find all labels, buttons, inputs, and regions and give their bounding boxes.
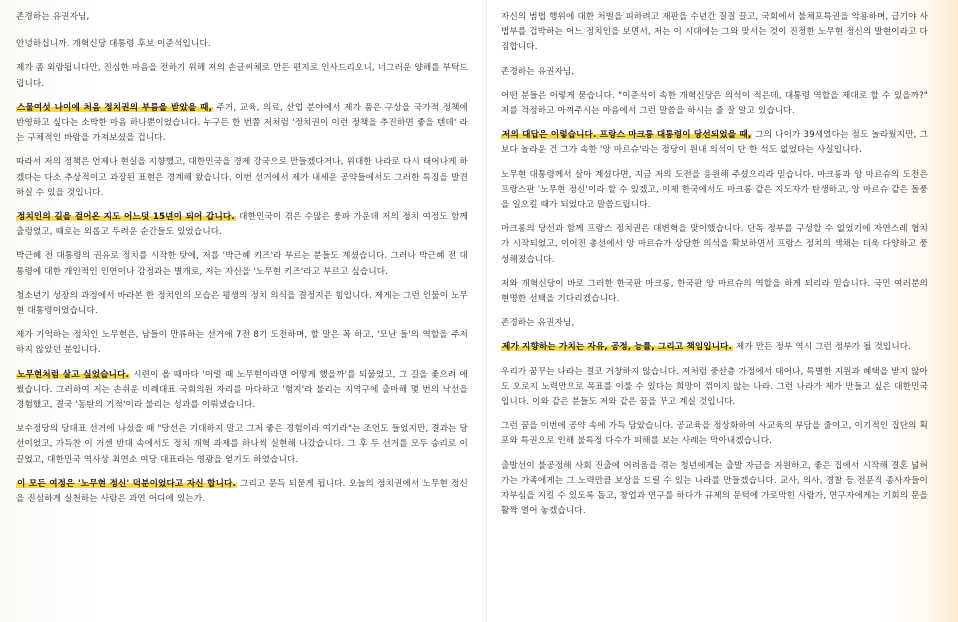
paragraph bbox=[16, 10, 468, 25]
paragraph-text: 저와 개혁신당이 바로 그러한 한국판 마크롱, 한국판 앙 마르슈의 역할을 하게 되리라 믿습니다. 국민 여러분의 현명한 선택을 기다리겠습니다. bbox=[501, 278, 928, 305]
paragraph bbox=[16, 249, 468, 279]
paragraph bbox=[16, 477, 468, 507]
paragraph-text: 노무현 대통령께서 살아 계셨다면, 지금 저의 도전을 응원해 주셨으리라 믿습니다. 마크롱과 앙 마르슈의 도전은 프랑스판 '노무현 정신'이라 할 수 있겠고, 이제 한국에서도 마크롱 같은 지도자가 탄생하고, 앙 마르슈 같은 돌풍을 일으킬 때가 되었다고 말씀드립니다. bbox=[501, 169, 928, 211]
paragraph-text: 어떤 분들은 이렇게 묻습니다. "이준석이 속한 개혁신당은 의석이 적은데, 대통령 역할을 제대로 할 수 있을까?" 저를 걱정하고 아껴주시는 마음에서 그런 말씀을 하시는 줄 잘 알고 있습니다. bbox=[501, 90, 928, 117]
paragraph-text: 그의 나이가 39세였다는 점도 놀라웠지만, 그보다 놀라운 건 그가 속한 '앙 마르슈'라는 정당이 원내 의석이 단 한 석도 없었다는 사실입니다. bbox=[501, 130, 928, 156]
paragraph bbox=[16, 101, 468, 147]
paragraph bbox=[501, 65, 928, 80]
highlighted-text: 이 모든 여정은 '노무현 정신' 덕분이었다고 자신 합니다. bbox=[17, 478, 236, 489]
paragraph bbox=[16, 289, 468, 319]
paragraph-text: 시련이 올 때마다 '이럴 때 노무현이라면 어떻게 했을까'를 되물었고, 그 길을 좇으려 애썼습니다. 그러하여 저는 손쉬운 비례대표 국회의원 자리를 마다하고 '험지'라 불리는 지역구에 출마해 몇 번의 낙선을 경험했고, 결국 '동탄의 기적'이라 불리는 성과를 이뤄냈습니다. bbox=[16, 369, 468, 411]
paragraph bbox=[16, 368, 468, 414]
paragraph-text: 그리고 문득 되묻게 됩니다. 오늘의 정치권에서 노무현 정신을 진심하게 실천하는 사람은 과연 어디에 있는가. bbox=[16, 478, 468, 505]
paragraph-text: 출발선이 불공정해 사회 진출에 어려움을 겪는 청년에게는 출발 자금을 지원하고, 좋은 집에서 시작해 결혼 넓혀가는 가족에게는 그 노력만큼 보상을 드릴 수 있는 나라를 만들겠습니다. 교사, 의사, 경찰 등 전문직 종사자들이 자부심을 지킬 수 있도록 돕고, 창업과 연구를 하다가 규제의 문턱에 가로막힌 사람가, 연구자에게는 기회의 문을 활짝 열어 놓겠습니다. bbox=[501, 460, 928, 517]
paragraph-text: 제가 만든 정부 역시 그런 정부가 될 것입니다. bbox=[733, 342, 912, 353]
paragraph bbox=[501, 419, 928, 449]
highlighted-text: 저의 대답은 이렇습니다. 프랑스 마크롱 대통령이 당선되었을 때, bbox=[502, 130, 752, 141]
paragraph-text: 그런 꿈을 이번에 공약 속에 가득 담았습니다. 공교육을 정상화하여 사교육의 부담을 줄이고, 이기적인 집단의 획포와 특권으로 인해 불특정 다수가 피해를 보는 사례는 막아내겠습니다. bbox=[501, 421, 928, 447]
paragraph bbox=[501, 365, 928, 411]
paragraph bbox=[501, 168, 928, 214]
paragraph-text: 마크롱의 당선과 함께 프랑스 정치권은 대변혁을 맞이했습니다. 단독 정부를 구성할 수 없었기에 자연스레 협치가 시작되었고, 이어진 총선에서 앙 마르슈가 상당한 의석을 확보하면서 프랑스 정치의 색채는 더욱 다양하고 풍성해졌습니다. bbox=[501, 224, 928, 265]
paragraph bbox=[16, 328, 468, 358]
paragraph-text: 박근혜 전 대통령의 권유로 정치를 시작한 탓에, 저를 '박근혜 키즈'라 부르는 분들도 계셨습니다. 그러나 박근혜 전 대통령에 대한 개인적인 인연이나 감정과는 별개로, 저는 자신을 '노무현 키즈'라고 부르고 싶습니다. bbox=[16, 251, 468, 277]
paragraph bbox=[16, 210, 468, 240]
highlighted-text: 스물여섯 나이에 처음 정치권의 부름을 받았을 때, bbox=[17, 102, 213, 113]
paragraph bbox=[501, 459, 928, 520]
paragraph bbox=[501, 222, 928, 268]
paragraph-text: 청소년기 성장의 과정에서 바라본 한 정치인의 모습은 평생의 정치 의식을 결정지은 힘입니다. 제게는 그런 인물이 노무현 대통령이었습니다. bbox=[16, 290, 468, 317]
paragraph-text: 존경하는 유권자님, bbox=[501, 318, 575, 329]
paragraph bbox=[16, 422, 468, 468]
paragraph-text: 안녕하십니까. 개혁신당 대통령 후보 이준석입니다. bbox=[16, 39, 211, 50]
paragraph-text: 주거, 교육, 의료, 산업 분야에서 제가 품은 구상을 국가적 정책에 반영하고 싶다는 소박한 마음 하나뿐이었습니다. 누구든 한 번쯤 저처럼 '정치권이 이런 정책을 추진하면 좋을 텐데' 라는 구체적인 바람을 가져보셨을 겁니다. bbox=[16, 102, 468, 144]
right-column bbox=[486, 0, 958, 622]
paragraph bbox=[501, 316, 928, 331]
paragraph-text: 제가 기억하는 정치인 노무현은, 남들이 만류하는 선거에 7전 8기 도전하며, 할 말은 꼭 하고, '모난 돌'의 역할을 주저하지 않았던 분입니다. bbox=[16, 330, 468, 356]
paragraph-text: 존경하는 유권자님, bbox=[16, 12, 90, 22]
paragraph-text: 자신의 범법 행위에 대한 처벌을 피하려고 재판을 수년간 질질 끌고, 국회에서 불체포특권을 악용하며, 급기야 사법부를 겁박하는 어느 정치인을 보면서, 저는 이 시대에는 그와 맞서는 것이 진정한 노무현 정신의 발현이라고 다짐합니다. bbox=[501, 12, 928, 53]
highlighted-text: 정치인의 길을 걸어온 지도 어느덧 15년이 되어 갑니다. bbox=[17, 212, 235, 223]
paragraph bbox=[501, 10, 928, 56]
paragraph bbox=[501, 277, 928, 307]
paragraph-text: 존경하는 유권자님, bbox=[501, 66, 575, 77]
paragraph-text: 제가 좀 외람됩니다만, 진심한 마음을 전하기 위해 저의 손글씨체로 만든 편지로 인사드리오니, 너그러운 양해를 부탁드립니다. bbox=[16, 63, 468, 89]
paragraph bbox=[16, 155, 468, 201]
paragraph bbox=[501, 128, 928, 158]
paragraph bbox=[16, 37, 468, 52]
paragraph-text: 보수정당의 당대표 선거에 나섰을 때 "당선은 기대하지 말고 그저 좋은 경험이라 여기라"는 조언도 들었지만, 결과는 당선이었고, 가득찬 이 거센 반대 속에서도 정치 개혁 과제를 하나씩 실현해 나갔습니다. 그 후 두 선거를 모두 승리로 이끌었고, 대한민국 역사상 최연소 여당 대표라는 영광을 얻기도 하였습니다. bbox=[16, 424, 468, 465]
paragraph bbox=[16, 61, 468, 91]
paragraph-text: 우리가 꿈꾸는 나라는 결코 거창하지 않습니다. 저처럼 중산층 가정에서 태어나, 특별한 지원과 혜택을 받지 않아도 오로지 노력만으로 목표를 이룰 수 있다는 희망이 꺾이지 않는 나라. 그런 나라가 제가 만들고 싶은 대한민국입니다. 이와 같은 분들도 저와 같은 꿈을 꾸고 계실 것입니다. bbox=[501, 366, 928, 408]
highlighted-text: 제가 지향하는 가치는 자유, 공정, 능률, 그리고 책임입니다. bbox=[502, 342, 733, 353]
paragraph-text: 따라서 저의 정책은 언제나 현실을 지향했고, 대한민국을 경제 강국으로 만들겠다거나, 위대한 나라로 다시 태어나게 하겠다는 다소 추상적이고 과장된 표현은 경계해 왔습니다. 이번 선거에서 제가 내세운 공약들에서도 그러한 특징을 발견하실 수 있을 것입니다. bbox=[16, 157, 468, 198]
highlighted-text: 노무현처럼 살고 싶었습니다. bbox=[17, 369, 129, 380]
paragraph bbox=[501, 89, 928, 119]
paragraph-text: 대한민국이 겪은 수많은 풍파 가운데 저의 정치 여정도 함께 출렁였고, 때로는 외롭고 두려운 순간들도 있었습니다. bbox=[16, 212, 468, 238]
paragraph bbox=[501, 340, 928, 355]
decorative-edge bbox=[930, 0, 958, 622]
